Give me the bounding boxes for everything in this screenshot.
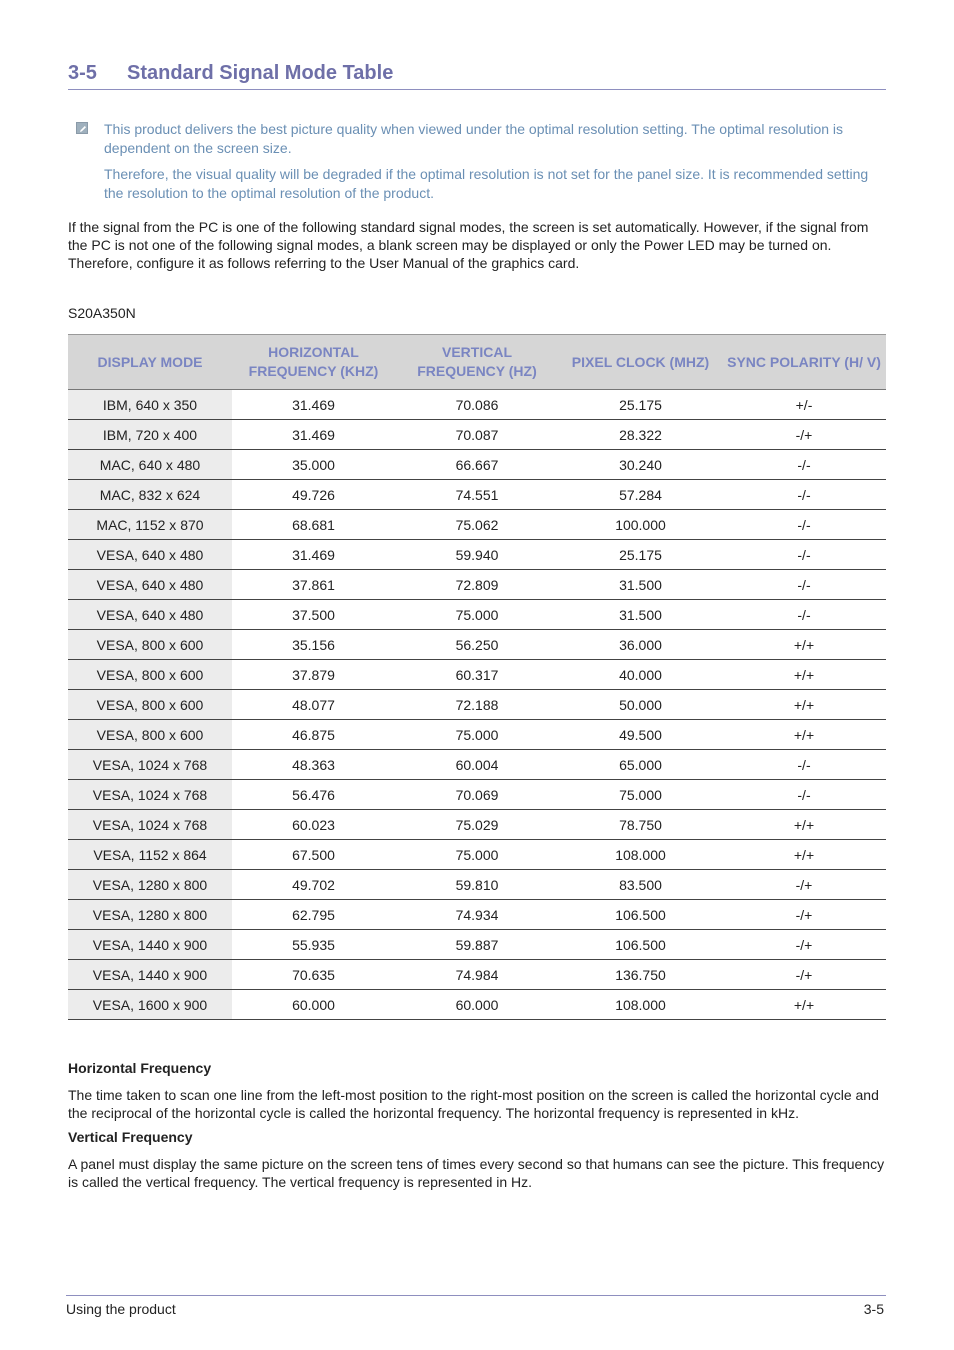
horizontal-frequency-cell: 48.077	[232, 690, 395, 720]
vertical-frequency-cell: 74.934	[395, 900, 559, 930]
table-row	[68, 480, 886, 510]
horizontal-frequency-cell: 48.363	[232, 750, 395, 780]
sync-polarity-cell: -/-	[722, 540, 886, 570]
table-row	[68, 600, 886, 630]
horizontal-frequency-cell: 37.879	[232, 660, 395, 690]
pixel-clock-cell: 25.175	[559, 540, 722, 570]
horizontal-frequency-cell: 55.935	[232, 930, 395, 960]
footer-page-number: 3-5	[863, 1301, 884, 1317]
pixel-clock-cell: 65.000	[559, 750, 722, 780]
table-row	[68, 990, 886, 1020]
table-row	[68, 870, 886, 900]
sync-polarity-cell: -/-	[722, 570, 886, 600]
table-row	[68, 570, 886, 600]
vertical-frequency-cell: 56.250	[395, 630, 559, 660]
vertical-frequency-cell: 59.887	[395, 930, 559, 960]
horizontal-frequency-cell: 31.469	[232, 390, 395, 420]
table-body	[68, 390, 886, 1020]
sync-polarity-cell: -/-	[722, 450, 886, 480]
horizontal-frequency-cell: 62.795	[232, 900, 395, 930]
horizontal-frequency-cell: 68.681	[232, 510, 395, 540]
table-row	[68, 900, 886, 930]
sync-polarity-cell: -/-	[722, 480, 886, 510]
pixel-clock-cell: 28.322	[559, 420, 722, 450]
header-pixel-clock: PIXEL CLOCK (MHZ)	[559, 335, 722, 390]
vertical-frequency-cell: 74.984	[395, 960, 559, 990]
vertical-frequency-cell: 70.069	[395, 780, 559, 810]
vertical-frequency-cell: 60.004	[395, 750, 559, 780]
sync-polarity-cell: -/+	[722, 930, 886, 960]
horizontal-frequency-cell: 46.875	[232, 720, 395, 750]
vertical-frequency-cell: 75.000	[395, 840, 559, 870]
vertical-frequency-heading: Vertical Frequency	[68, 1129, 193, 1145]
pixel-clock-cell: 108.000	[559, 840, 722, 870]
sync-polarity-cell: +/+	[722, 690, 886, 720]
horizontal-frequency-cell: 67.500	[232, 840, 395, 870]
sync-polarity-cell: -/+	[722, 870, 886, 900]
footer-chapter: Using the product	[66, 1301, 176, 1317]
vertical-frequency-cell: 72.188	[395, 690, 559, 720]
sync-polarity-cell: +/+	[722, 810, 886, 840]
table-row	[68, 540, 886, 570]
section-title: Standard Signal Mode Table	[127, 62, 394, 84]
horizontal-frequency-cell: 31.469	[232, 540, 395, 570]
table-row	[68, 960, 886, 990]
display-mode-cell: VESA, 800 x 600	[68, 660, 232, 690]
sync-polarity-cell: -/+	[722, 900, 886, 930]
table-row	[68, 630, 886, 660]
pixel-clock-cell: 49.500	[559, 720, 722, 750]
pixel-clock-cell: 106.500	[559, 900, 722, 930]
vertical-frequency-cell: 60.000	[395, 990, 559, 1020]
table-row	[68, 930, 886, 960]
pixel-clock-cell: 83.500	[559, 870, 722, 900]
sync-polarity-cell: +/+	[722, 720, 886, 750]
pixel-clock-cell: 50.000	[559, 690, 722, 720]
horizontal-frequency-cell: 35.156	[232, 630, 395, 660]
header-vertical-frequency: VERTICAL FREQUENCY (HZ)	[395, 335, 559, 390]
horizontal-frequency-cell: 37.861	[232, 570, 395, 600]
vertical-frequency-cell: 74.551	[395, 480, 559, 510]
display-mode-cell: IBM, 640 x 350	[68, 390, 232, 420]
table-row	[68, 660, 886, 690]
display-mode-cell: VESA, 800 x 600	[68, 630, 232, 660]
model-name: S20A350N	[68, 305, 136, 321]
display-mode-cell: VESA, 1600 x 900	[68, 990, 232, 1020]
display-mode-cell: VESA, 1280 x 800	[68, 900, 232, 930]
horizontal-frequency-cell: 70.635	[232, 960, 395, 990]
table-header-row	[68, 335, 886, 390]
table-row	[68, 420, 886, 450]
pixel-clock-cell: 75.000	[559, 780, 722, 810]
display-mode-cell: IBM, 720 x 400	[68, 420, 232, 450]
table-row	[68, 720, 886, 750]
header-horizontal-frequency: HORIZONTAL FREQUENCY (KHZ)	[232, 335, 395, 390]
horizontal-frequency-cell: 56.476	[232, 780, 395, 810]
display-mode-cell: MAC, 640 x 480	[68, 450, 232, 480]
display-mode-cell: VESA, 640 x 480	[68, 540, 232, 570]
vertical-frequency-cell: 72.809	[395, 570, 559, 600]
pixel-clock-cell: 136.750	[559, 960, 722, 990]
vertical-frequency-cell: 60.317	[395, 660, 559, 690]
table-row	[68, 510, 886, 540]
pixel-clock-cell: 25.175	[559, 390, 722, 420]
horizontal-frequency-cell: 60.023	[232, 810, 395, 840]
horizontal-frequency-text: The time taken to scan one line from the left-most position to the right-most position on the screen is called the horizontal cycle and the reciprocal of the horizontal cycle is called the horizontal frequency. The horizontal frequency is represented in kHz.	[68, 1087, 879, 1121]
sync-polarity-cell: +/+	[722, 840, 886, 870]
pixel-clock-cell: 108.000	[559, 990, 722, 1020]
section-header	[68, 62, 886, 90]
pixel-clock-cell: 31.500	[559, 600, 722, 630]
pixel-clock-cell: 31.500	[559, 570, 722, 600]
vertical-frequency-cell: 70.086	[395, 390, 559, 420]
horizontal-frequency-cell: 60.000	[232, 990, 395, 1020]
display-mode-cell: VESA, 1440 x 900	[68, 930, 232, 960]
sync-polarity-cell: +/+	[722, 990, 886, 1020]
display-mode-cell: VESA, 1152 x 864	[68, 840, 232, 870]
pixel-clock-cell: 57.284	[559, 480, 722, 510]
table-row	[68, 840, 886, 870]
display-mode-cell: VESA, 1024 x 768	[68, 810, 232, 840]
vertical-frequency-cell: 75.029	[395, 810, 559, 840]
header-display-mode: DISPLAY MODE	[68, 335, 232, 390]
display-mode-cell: VESA, 1280 x 800	[68, 870, 232, 900]
sync-polarity-cell: -/-	[722, 780, 886, 810]
vertical-frequency-text: A panel must display the same picture on the screen tens of times every second so that humans can see the picture. This frequency is called the vertical frequency. The vertical frequency is represented in Hz.	[68, 1156, 885, 1190]
table-row	[68, 780, 886, 810]
vertical-frequency-cell: 59.940	[395, 540, 559, 570]
pixel-clock-cell: 30.240	[559, 450, 722, 480]
vertical-frequency-cell: 75.000	[395, 600, 559, 630]
display-mode-cell: VESA, 1440 x 900	[68, 960, 232, 990]
table-row	[68, 390, 886, 420]
header-sync-polarity: SYNC POLARITY (H/ V)	[722, 335, 886, 390]
sync-polarity-cell: +/+	[722, 660, 886, 690]
note-pencil-icon	[76, 122, 88, 134]
vertical-frequency-cell: 70.087	[395, 420, 559, 450]
sync-polarity-cell: -/-	[722, 510, 886, 540]
pixel-clock-cell: 100.000	[559, 510, 722, 540]
footer-divider	[66, 1295, 886, 1296]
note-paragraph-2: Therefore, the visual quality will be degraded if the optimal resolution is not set for the panel size. It is recommended setting the resolution to the optimal resolution of the product.	[104, 166, 869, 201]
pixel-clock-cell: 78.750	[559, 810, 722, 840]
sync-polarity-cell: -/-	[722, 600, 886, 630]
display-mode-cell: VESA, 1024 x 768	[68, 780, 232, 810]
display-mode-cell: VESA, 640 x 480	[68, 600, 232, 630]
table-row	[68, 450, 886, 480]
display-mode-cell: VESA, 800 x 600	[68, 690, 232, 720]
horizontal-frequency-heading: Horizontal Frequency	[68, 1060, 212, 1076]
sync-polarity-cell: +/-	[722, 390, 886, 420]
table-row	[68, 690, 886, 720]
horizontal-frequency-cell: 31.469	[232, 420, 395, 450]
section-number: 3-5	[68, 62, 97, 84]
pixel-clock-cell: 40.000	[559, 660, 722, 690]
vertical-frequency-cell: 75.000	[395, 720, 559, 750]
sync-polarity-cell: +/+	[722, 630, 886, 660]
signal-mode-table	[68, 334, 886, 1020]
horizontal-frequency-cell: 49.726	[232, 480, 395, 510]
table-row	[68, 810, 886, 840]
vertical-frequency-cell: 66.667	[395, 450, 559, 480]
display-mode-cell: MAC, 832 x 624	[68, 480, 232, 510]
sync-polarity-cell: -/-	[722, 750, 886, 780]
sync-polarity-cell: -/+	[722, 960, 886, 990]
vertical-frequency-cell: 75.062	[395, 510, 559, 540]
horizontal-frequency-cell: 35.000	[232, 450, 395, 480]
pixel-clock-cell: 36.000	[559, 630, 722, 660]
display-mode-cell: VESA, 640 x 480	[68, 570, 232, 600]
display-mode-cell: VESA, 800 x 600	[68, 720, 232, 750]
sync-polarity-cell: -/+	[722, 420, 886, 450]
horizontal-frequency-cell: 49.702	[232, 870, 395, 900]
intro-paragraph: If the signal from the PC is one of the following standard signal modes, the screen is set automatically. However, if the signal from the PC is not one of the following signal modes, a blank screen may be displayed or only the Power LED may be turned on. Therefore, configure it as follows referring to the User Manual of the graphics card.	[68, 219, 869, 271]
vertical-frequency-cell: 59.810	[395, 870, 559, 900]
table-row	[68, 750, 886, 780]
horizontal-frequency-cell: 37.500	[232, 600, 395, 630]
display-mode-cell: MAC, 1152 x 870	[68, 510, 232, 540]
display-mode-cell: VESA, 1024 x 768	[68, 750, 232, 780]
note-paragraph-1: This product delivers the best picture quality when viewed under the optimal resolution setting. The optimal resolution is dependent on the screen size.	[104, 121, 844, 156]
pixel-clock-cell: 106.500	[559, 930, 722, 960]
